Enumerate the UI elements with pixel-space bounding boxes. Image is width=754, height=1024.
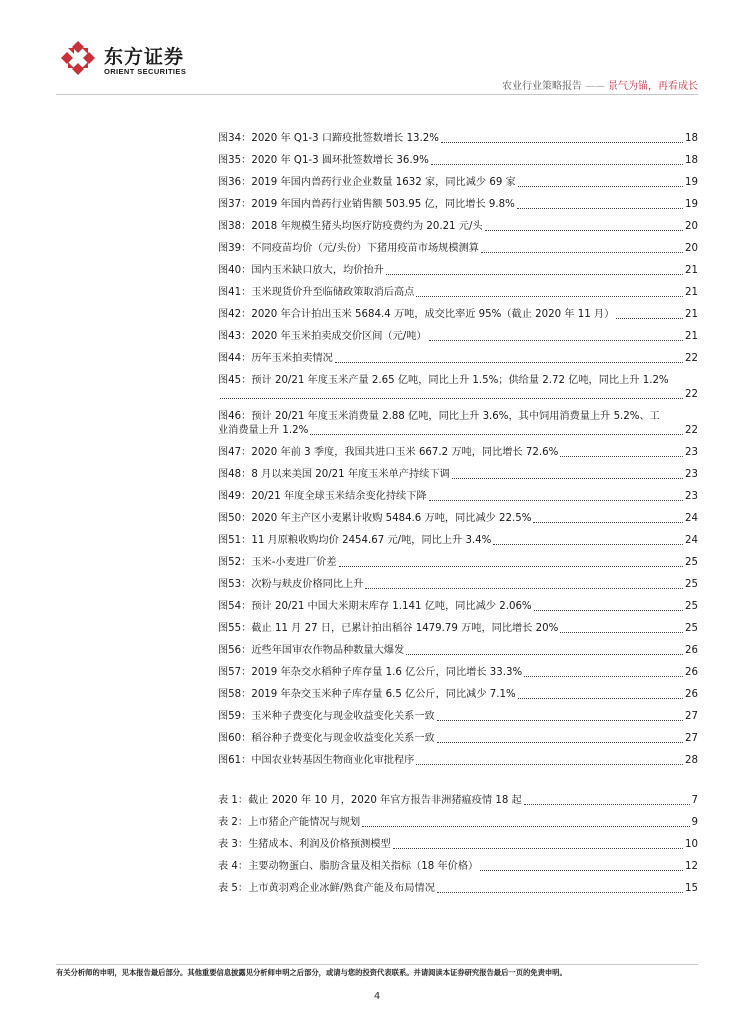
entry-title: 截止 11 月 27 日，已累计拍出稻谷 1479.79 万吨，同比增长 20% [251,623,559,634]
entry-title: 玉米现货价升至临储政策取消后高点 [251,287,415,298]
dot-leader [441,142,683,143]
table-of-figures [218,132,698,904]
figure-entry[interactable] [218,132,698,146]
dot-leader [616,318,683,319]
entry-title: 20/21 年度全球玉米结余变化持续下降 [251,491,427,502]
entry-title: 2020 年合计拍出玉米 5684.4 万吨，成交比率近 95%（截止 2020 年 11 月） [251,309,615,320]
entry-label: 图45： [218,375,252,386]
entry-text [218,622,558,636]
brand-name-en: ORIENT SECURITIES [104,67,187,76]
entry-label: 图52： [218,557,252,568]
entry-leader-row [218,330,698,344]
entry-text [218,688,516,702]
dot-leader [335,362,683,363]
figure-entry[interactable] [218,556,698,570]
dot-leader [481,252,683,253]
dot-leader [386,274,683,275]
dot-leader [429,500,683,501]
entry-text [218,534,491,548]
dot-leader [429,340,683,341]
entry-title: 预计 20/21 年度玉米消费量 2.88 亿吨，同比上升 3.6%，其中饲用消费量上升 5.2%、工 [251,411,660,422]
table-entry[interactable] [218,816,698,830]
entry-text [218,666,522,680]
entry-leader-row [218,578,698,592]
entry-text [218,308,614,322]
dot-leader [480,870,683,871]
entry-page-number: 21 [685,331,698,342]
entry-leader-row [218,198,698,212]
entry-title: 生猪成本、利润及价格预测模型 [248,839,391,850]
dot-leader [534,610,683,611]
entry-label: 图36： [218,177,252,188]
entry-page-number: 24 [685,513,698,524]
entry-page-number: 28 [685,755,698,766]
entry-title: 11 月原粮收购均价 2454.67 元/吨，同比上升 3.4% [251,535,492,546]
entry-leader-row [218,242,698,256]
dot-leader [524,804,690,805]
entry-title: 2020 年主产区小麦累计收购 5484.6 万吨，同比减少 22.5% [251,513,532,524]
entry-title: 2019 年杂交水稻种子库存量 1.6 亿公斤，同比增长 33.3% [251,667,523,678]
table-entry[interactable] [218,882,698,896]
entry-leader-row [218,154,698,168]
entry-leader-row [218,816,698,830]
dot-leader [416,764,683,765]
entry-label: 图55： [218,623,252,634]
dot-leader [406,654,683,655]
entry-leader-row [218,860,698,874]
entry-label: 图37： [218,199,252,210]
entry-leader-row [218,264,698,278]
figure-entry[interactable] [218,220,698,234]
entry-label: 图43： [218,331,252,342]
entry-page-number: 22 [685,353,698,364]
entry-page-number: 25 [685,601,698,612]
entry-text [218,132,439,146]
entry-label: 表 1： [218,795,249,806]
figure-entry[interactable] [218,732,698,746]
entry-leader-row [218,308,698,322]
dot-leader [437,892,683,893]
entry-title: 预计 20/21 年度玉米产量 2.65 亿吨，同比上升 1.5%；供给量 2.72 亿吨，同比上升 1.2% [251,375,669,386]
entry-page-number: 22 [685,389,698,400]
entry-label: 图40： [218,265,252,276]
entry-leader-row [218,534,698,548]
entry-label: 图39： [218,243,252,254]
entry-label: 图61： [218,755,252,766]
figure-entry[interactable] [218,410,698,438]
entry-text [218,754,414,768]
header-separator: —— [585,81,605,92]
dot-leader [560,632,683,633]
entry-page-number: 10 [685,839,698,850]
entry-first-line [218,374,698,388]
footer-disclaimer: 有关分析师的申明，见本报告最后部分。其他重要信息披露见分析师申明之后部分，或请与您的投资代表联系。并请阅读本证券研究报告最后一页的免责申明。 [56,968,567,977]
figure-entry[interactable] [218,330,698,344]
entry-page-number: 12 [685,861,698,872]
entry-title: 历年玉米拍卖情况 [251,353,333,364]
entry-label: 图49： [218,491,252,502]
entry-leader-row [218,468,698,482]
figure-entry[interactable] [218,644,698,658]
entry-label: 表 5： [218,883,249,894]
entry-title: 2020 年玉米拍卖成交价区间（元/吨） [251,331,427,342]
entry-page-number: 23 [685,491,698,502]
entry-label: 表 2： [218,817,249,828]
figure-entry[interactable] [218,154,698,168]
entry-title: 玉米种子费变化与现金收益变化关系一致 [251,711,435,722]
figure-entry[interactable] [218,710,698,724]
entry-leader-row [218,794,698,808]
entry-text [218,198,515,212]
entry-title: 主要动物蛋白、脂肪含量及相关指标（18 年价格） [248,861,479,872]
entry-text [218,882,435,896]
entry-text [218,242,479,256]
entry-label: 图56： [218,645,252,656]
entry-label: 图50： [218,513,252,524]
entry-title: 2019 年杂交玉米种子库存量 6.5 亿公斤，同比减少 7.1% [251,689,516,700]
entry-title: 2019 年国内兽药行业销售额 503.95 亿，同比增长 9.8% [251,199,515,210]
figure-entry[interactable] [218,512,698,526]
table-entry[interactable] [218,860,698,874]
entry-page-number: 20 [685,221,698,232]
dot-leader [362,826,689,827]
entry-page-number: 21 [685,265,698,276]
entry-page-number: 15 [685,883,698,894]
figure-entry[interactable] [218,374,698,402]
entry-leader-row [218,446,698,460]
figure-entry[interactable] [218,352,698,366]
entry-text [218,352,333,366]
entry-text [218,264,384,278]
figure-entry[interactable] [218,198,698,212]
entry-first-line [218,410,698,424]
entry-page-number: 26 [685,645,698,656]
entry-title: 次粉与麸皮价格同比上升 [251,579,364,590]
entry-text [218,468,450,482]
entry-page-number: 25 [685,623,698,634]
dot-leader [452,478,683,479]
entry-label: 图57： [218,667,252,678]
figure-entry[interactable] [218,666,698,680]
entry-label: 图58： [218,689,252,700]
entry-label: 图34： [218,133,252,144]
entry-label: 图59： [218,711,252,722]
dot-leader [416,296,683,297]
entry-text [218,176,516,190]
entry-text [218,330,427,344]
figure-entry[interactable] [218,534,698,548]
entry-leader-row [218,882,698,896]
figure-entry[interactable] [218,578,698,592]
entry-title: 2020 年前 3 季度，我国共进口玉米 667.2 万吨，同比增长 72.6% [251,447,559,458]
report-type: 农业行业策略报告 [502,81,582,92]
entry-leader-row [218,732,698,746]
entry-title: 2020 年 Q1-3 口蹄疫批签数增长 13.2% [251,133,439,144]
table-entry[interactable] [218,838,698,852]
entry-page-number: 21 [685,309,698,320]
dot-leader [393,848,683,849]
entry-title: 上市黄羽鸡企业冰鲜/熟食产能及布局情况 [248,883,435,894]
entry-title: 近些年国审农作物品种数量大爆发 [251,645,405,656]
figure-entry[interactable] [218,242,698,256]
dot-leader [365,588,683,589]
entry-label: 图42： [218,309,252,320]
entry-page-number: 19 [685,199,698,210]
entry-page-number: 27 [685,733,698,744]
dot-leader [339,566,684,567]
entry-page-number: 7 [691,795,698,806]
figure-entry[interactable] [218,600,698,614]
figure-entry[interactable] [218,622,698,636]
figure-entry[interactable] [218,308,698,322]
entry-title: 不同疫苗均价（元/头份）下猪用疫苗市场规模测算 [251,243,479,254]
entry-text [218,732,435,746]
entry-text [218,286,414,300]
entry-page-number: 22 [685,425,698,436]
entry-page-number: 21 [685,287,698,298]
entry-leader-row [218,754,698,768]
entry-page-number: 9 [691,817,698,828]
entry-label: 图53： [218,579,252,590]
entry-leader-row [218,424,698,438]
entry-leader-row [218,286,698,300]
report-subtitle: 景气为锚，再看成长 [608,81,698,92]
entry-text [218,710,435,724]
entry-leader-row [218,600,698,614]
entry-label: 图46： [218,411,252,422]
entry-title: 上市猪企产能情况与规划 [248,817,361,828]
entry-label: 图47： [218,447,252,458]
entry-label: 图44： [218,353,252,364]
entry-text [218,512,531,526]
dot-leader [518,186,683,187]
company-logo [60,40,210,80]
entry-label: 表 3： [218,839,249,850]
orient-securities-logo-icon [60,40,96,76]
dot-leader [437,742,683,743]
figure-list [218,132,698,768]
entry-title: 国内玉米缺口放大，均价抬升 [251,265,384,276]
entry-leader-row [218,490,698,504]
page-number: 4 [373,991,381,1002]
table-entry[interactable] [218,794,698,808]
entry-text [218,220,483,234]
dot-leader [524,676,683,677]
entry-title-continued: 业消费量上升 1.2% [218,425,309,436]
entry-page-number: 18 [685,155,698,166]
table-list [218,794,698,896]
entry-label: 图51： [218,535,252,546]
entry-title: 8 月以来美国 20/21 年度玉米单产持续下调 [251,469,450,480]
entry-text [218,154,429,168]
dot-leader [220,398,683,399]
entry-page-number: 18 [685,133,698,144]
entry-title: 2020 年 Q1-3 圆环批签数增长 36.9% [251,155,429,166]
entry-page-number: 26 [685,689,698,700]
entry-label: 图35： [218,155,252,166]
brand-name-cn: 东方证券 [104,46,185,68]
entry-title: 预计 20/21 中国大米期末库存 1.141 亿吨，同比减少 2.06% [251,601,532,612]
entry-page-number: 23 [685,447,698,458]
entry-page-number: 25 [685,557,698,568]
entry-text [218,860,478,874]
figure-entry[interactable] [218,264,698,278]
entry-text [218,644,404,658]
entry-text [218,600,532,614]
report-header [502,77,698,92]
entry-page-number: 27 [685,711,698,722]
entry-page-number: 20 [685,243,698,254]
entry-page-number: 23 [685,469,698,480]
figure-entry[interactable] [218,468,698,482]
entry-label: 图38： [218,221,252,232]
header-divider [56,94,698,95]
entry-page-number: 19 [685,177,698,188]
footer-divider [56,964,698,965]
entry-label: 图41： [218,287,252,298]
entry-text [218,578,363,592]
entry-leader-row [218,622,698,636]
entry-text [218,446,558,460]
figure-entry[interactable] [218,490,698,504]
list-spacer [218,776,698,794]
entry-leader-row [218,688,698,702]
entry-text [218,490,427,504]
entry-title: 稻谷种子费变化与现金收益变化关系一致 [251,733,435,744]
entry-title: 玉米-小麦进厂价差 [251,557,337,568]
entry-label: 图48： [218,469,252,480]
figure-entry[interactable] [218,176,698,190]
dot-leader [431,164,683,165]
entry-page-number: 26 [685,667,698,678]
entry-leader-row [218,644,698,658]
entry-page-number: 25 [685,579,698,590]
entry-title: 2018 年规模生猪头均医疗防疫费约为 20.21 元/头 [251,221,483,232]
figure-entry[interactable] [218,754,698,768]
figure-entry[interactable] [218,688,698,702]
entry-text [218,816,360,830]
dot-leader [533,522,683,523]
dot-leader [310,434,683,435]
entry-title: 2019 年国内兽药行业企业数量 1632 家，同比减少 69 家 [251,177,516,188]
entry-text [218,838,391,852]
dot-leader [437,720,683,721]
entry-leader-row [218,132,698,146]
entry-text [218,556,337,570]
entry-label: 图54： [218,601,252,612]
figure-entry[interactable] [218,286,698,300]
entry-title: 中国农业转基因生物商业化审批程序 [251,755,415,766]
entry-title: 截止 2020 年 10 月，2020 年官方报告非洲猪瘟疫情 18 起 [248,795,522,806]
entry-leader-row [218,388,698,402]
figure-entry[interactable] [218,446,698,460]
entry-leader-row [218,666,698,680]
dot-leader [560,456,683,457]
entry-label: 图60： [218,733,252,744]
dot-leader [485,230,683,231]
dot-leader [493,544,683,545]
entry-label: 表 4： [218,861,249,872]
entry-leader-row [218,352,698,366]
entry-leader-row [218,556,698,570]
dot-leader [517,208,683,209]
dot-leader [518,698,683,699]
entry-leader-row [218,220,698,234]
entry-leader-row [218,512,698,526]
entry-leader-row [218,710,698,724]
entry-text [218,794,522,808]
entry-leader-row [218,838,698,852]
entry-leader-row [218,176,698,190]
entry-page-number: 24 [685,535,698,546]
